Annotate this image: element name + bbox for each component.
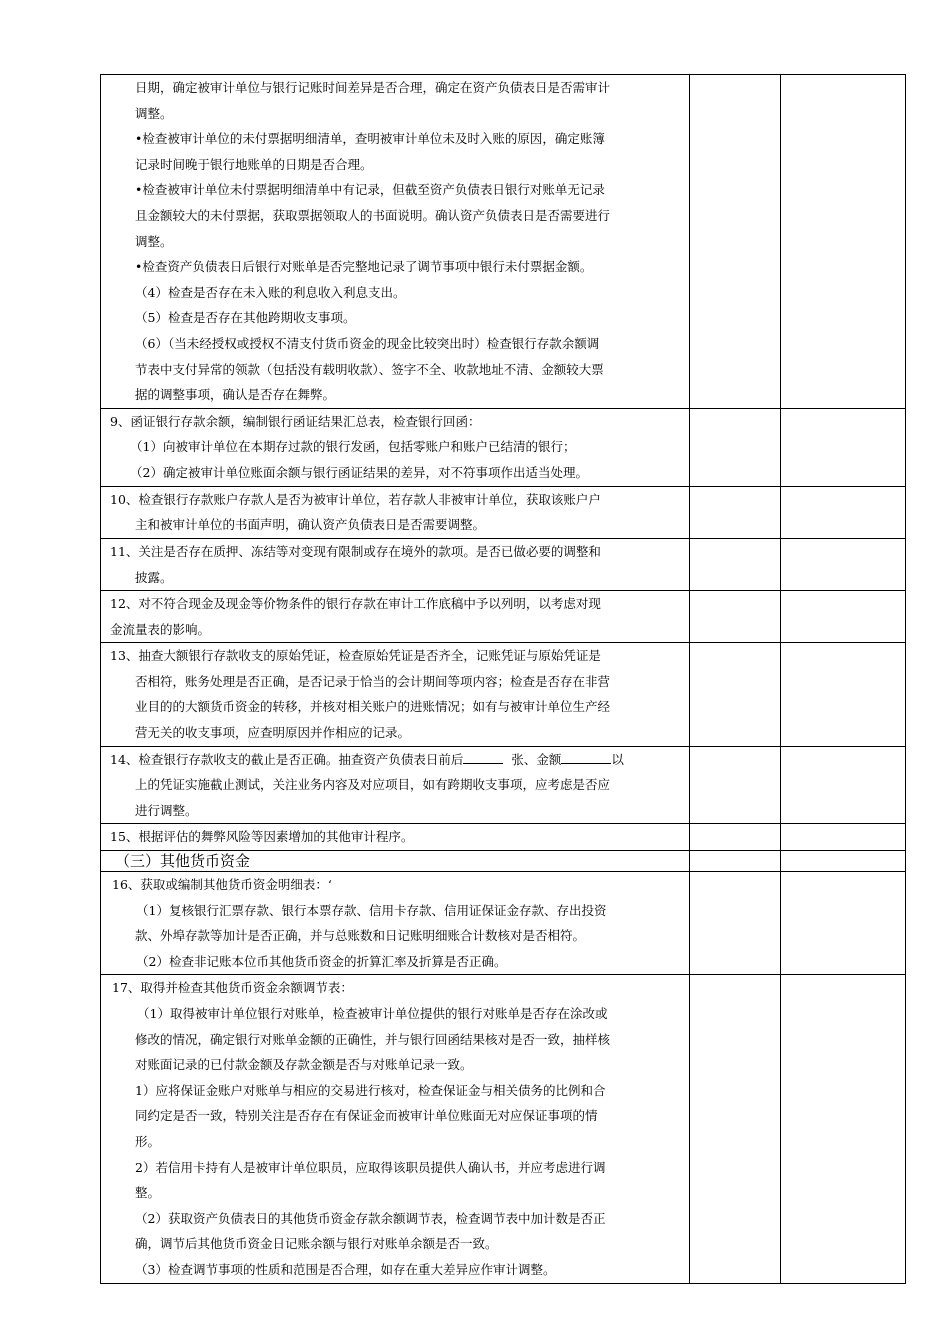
procedure-line: （2）获取资产负债表日的其他货币资金存款余额调节表，检查调节表中加计数是否正 (135, 1210, 606, 1226)
index-cell (781, 851, 906, 872)
table-row (101, 75, 906, 409)
procedure-line: •检查被审计单位的未付票据明细清单，查明被审计单位未及时入账的原因，确定账簿 (135, 131, 605, 147)
procedure-line: 节表中支付异常的领款（包括没有载明收款）、签字不全、收款地址不清、金额较大票 (135, 361, 604, 377)
procedure-line: 对账面记录的已付款金额及存款金额是否与对账单记录一致。 (135, 1057, 473, 1073)
procedure-line: 2）若信用卡持有人是被审计单位职员，应取得该职员提供人确认书，并应考虑进行调 (135, 1159, 606, 1175)
audit-procedures-table (100, 74, 906, 1284)
procedure-line: 形。 (135, 1133, 161, 1149)
index-cell (781, 746, 906, 824)
index-cell (781, 486, 906, 538)
procedure-line: 且金额较大的未付票据，获取票据领取人的书面说明。确认资产负债表日是否需要进行 (135, 207, 611, 223)
procedure-line: 同约定是否一致，特别关注是否存在有保证金而被审计单位账面无对应保证事项的情 (135, 1108, 598, 1124)
table-row (101, 591, 906, 643)
executor-cell (690, 975, 781, 1283)
index-cell (781, 538, 906, 590)
procedure-line: （1）向被审计单位在本期存过款的银行发函，包括零账户和账户已结清的银行； (130, 439, 576, 455)
procedure-line: （6）（当未经授权或授权不清支付货币资金的现金比较突出时）检查银行存款余额调 (135, 335, 600, 351)
procedure-line: 1）应将保证金账户对账单与相应的交易进行核对，检查保证金与相关债务的比例和合 (135, 1082, 606, 1098)
executor-cell (690, 746, 781, 824)
procedure-line: （3）检查调节事项的性质和范围是否合理，如存在重大差异应作审计调整。 (135, 1261, 556, 1277)
executor-cell (690, 538, 781, 590)
procedure-line: （2）确定被审计单位账面余额与银行函证结果的差异，对不符事项作出适当处理。 (130, 464, 588, 480)
amount-blank (561, 749, 611, 764)
procedure-cell (101, 975, 690, 1283)
procedure-line: 修改的情况，确定银行对账单金额的正确性，并与银行回函结果核对是否一致，抽样核 (135, 1031, 611, 1047)
procedure-line: 确，调节后其他货币资金日记账余额与银行对账单余额是否一致。 (135, 1236, 498, 1252)
table-row (101, 824, 906, 851)
procedure-cell (101, 538, 690, 590)
voucher-count-blank (463, 749, 503, 764)
procedure-line: （5）检查是否存在其他跨期收支事项。 (135, 310, 356, 326)
procedure-line: 调整。 (135, 233, 173, 249)
table-row (101, 746, 906, 824)
executor-cell (690, 486, 781, 538)
procedure-line: •检查被审计单位未付票据明细清单中有记录，但截至资产负债表日银行对账单无记录 (135, 182, 605, 198)
procedure-text: 以 (611, 751, 624, 767)
procedure-line: 款、外埠存款等加计是否正确，并与总账数和日记账明细账合计数核对是否相符。 (135, 928, 586, 944)
procedure-text: 14、检查银行存款收支的截止是否正确。抽查资产负债表日前后 (110, 751, 464, 767)
procedure-line (101, 747, 689, 773)
table-row (101, 486, 906, 538)
executor-cell (690, 591, 781, 643)
executor-cell (690, 872, 781, 975)
procedure-line: 15、根据评估的舞弊风险等因素增加的其他审计程序。 (110, 829, 414, 845)
table-row (101, 408, 906, 486)
procedure-line: •检查资产负债表日后银行对账单是否完整地记录了调节事项中银行未付票据金额。 (135, 259, 593, 275)
index-cell (781, 975, 906, 1283)
procedure-line: 上的凭证实施截止测试，关注业务内容及对应项目，如有跨期收支事项，应考虑是否应 (135, 777, 611, 793)
index-cell (781, 872, 906, 975)
executor-cell (690, 851, 781, 872)
procedure-line: 13、抽查大额银行存款收支的原始凭证，检查原始凭证是否齐全，记账凭证与原始凭证是 (110, 648, 601, 664)
procedure-line: 披露。 (135, 569, 173, 585)
procedure-line: （1）复核银行汇票存款、银行本票存款、信用卡存款、信用证保证金存款、存出投资 (136, 902, 607, 918)
executor-cell (690, 75, 781, 409)
procedure-line: 调整。 (135, 105, 173, 121)
index-cell (781, 408, 906, 486)
procedure-cell (101, 746, 690, 824)
section-heading-cell (101, 851, 690, 872)
index-cell (781, 75, 906, 409)
procedure-cell (101, 643, 690, 746)
procedure-line: 9、函证银行存款余额，编制银行函证结果汇总表，检查银行回函： (110, 413, 481, 429)
procedure-line: 12、对不符合现金及现金等价物条件的银行存款在审计工作底稿中予以列明，以考虑对现 (110, 596, 601, 612)
procedure-line: 11、关注是否存在质押、冻结等对变现有限制或存在境外的款项。是否已做必要的调整和 (110, 543, 601, 559)
table-row (101, 872, 906, 975)
section-heading: （三）其他货币资金 (115, 852, 251, 871)
executor-cell (690, 408, 781, 486)
procedure-line: 进行调整。 (135, 802, 198, 818)
executor-cell (690, 643, 781, 746)
procedure-line: 业目的的大额货币资金的转移，并核对相关账户的进账情况；如有与被审计单位生产经 (135, 699, 611, 715)
procedure-text: 张、金额 (511, 751, 562, 767)
index-cell (781, 591, 906, 643)
procedure-cell (101, 591, 690, 643)
procedure-line: 营无关的收支事项，应查明原因并作相应的记录。 (135, 725, 411, 741)
procedure-line: （1）取得被审计单位银行对账单，检查被审计单位提供的银行对账单是否存在涂改或 (137, 1006, 608, 1021)
table-row (101, 975, 906, 1283)
procedure-cell (101, 75, 690, 409)
procedure-cell (101, 872, 690, 975)
index-cell (781, 824, 906, 851)
procedure-line: 10、检查银行存款账户存款人是否为被审计单位，若存款人非被审计单位，获取该账户户 (110, 491, 601, 507)
table-row (101, 538, 906, 590)
procedure-cell (101, 408, 690, 486)
procedure-cell (101, 824, 690, 851)
section-row (101, 851, 906, 872)
procedure-line: 17、取得并检查其他货币资金余额调节表： (112, 980, 353, 996)
procedure-line: 金流量表的影响。 (110, 621, 211, 637)
procedure-line: （4）检查是否存在未入账的利息收入利息支出。 (135, 284, 406, 300)
procedure-line: 记录时间晚于银行地账单的日期是否合理。 (135, 156, 373, 172)
procedure-line: 16、获取或编制其他货币资金明细表：‘ (112, 877, 332, 893)
procedure-line: （2）检查非记账本位币其他货币资金的折算汇率及折算是否正确。 (136, 953, 507, 969)
procedure-line: 据的调整事项，确认是否存在舞弊。 (135, 387, 336, 403)
executor-cell (690, 824, 781, 851)
procedure-line: 日期，确定被审计单位与银行记账时间差异是否合理，确定在资产负债表日是否需审计 (135, 80, 611, 95)
procedure-line: 主和被审计单位的书面声明，确认资产负债表日是否需要调整。 (135, 517, 486, 533)
procedure-line: 整。 (135, 1185, 161, 1201)
table-row (101, 643, 906, 746)
procedure-cell (101, 486, 690, 538)
index-cell (781, 643, 906, 746)
procedure-line: 否相符，账务处理是否正确，是否记录于恰当的会计期间等项内容；检查是否存在非营 (135, 673, 611, 689)
